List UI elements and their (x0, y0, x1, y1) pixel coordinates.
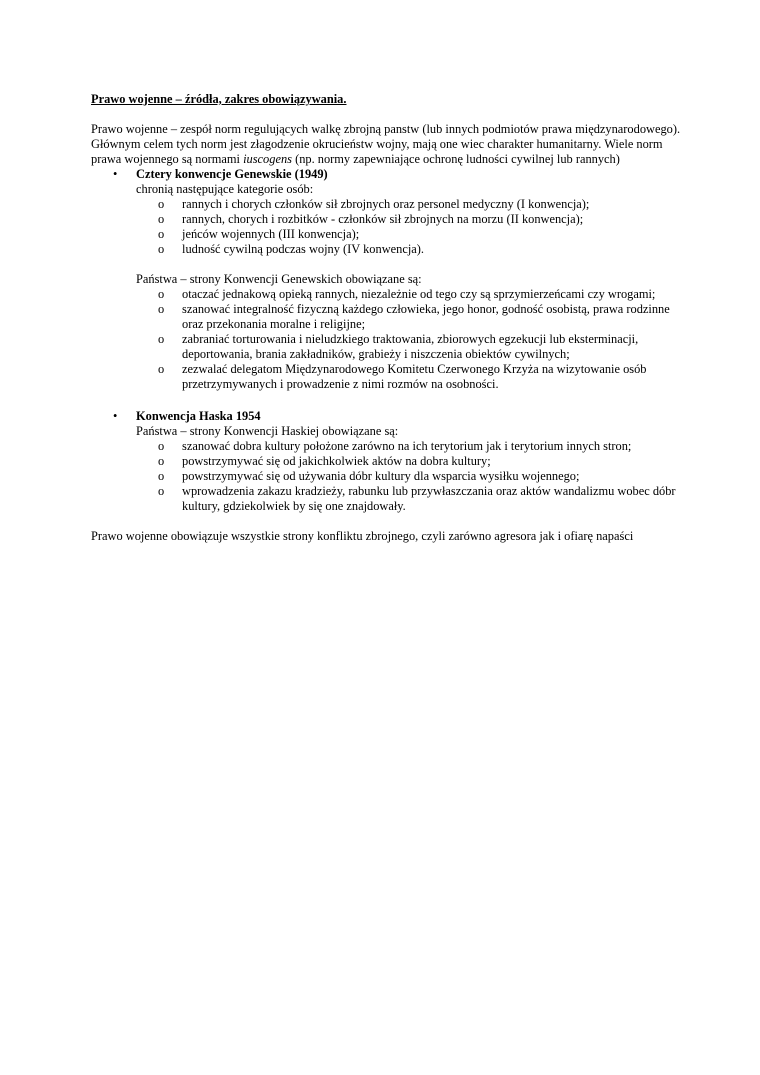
circle-marker: o (158, 287, 165, 301)
bullet-marker: • (113, 409, 118, 423)
list-item-text: szanować dobra kultury położone zarówno na ich terytorium jak i terytorium innych stron; (182, 439, 632, 453)
list-item (91, 227, 681, 242)
geneva-subheading: chronią następujące kategorie osób: (136, 182, 314, 196)
circle-marker: o (158, 439, 165, 453)
list-item-text: ludność cywilną podczas wojny (IV konwencja). (182, 242, 425, 256)
hague-heading: Konwencja Haska 1954 (136, 409, 261, 423)
circle-marker: o (158, 212, 165, 226)
list-item-text: zezwalać delegatom Międzynarodowego Komitetu Czerwonego Krzyża na wizytowanie osób przetrzymywanych i prowadzenie z nimi rozmów na osobności. (182, 362, 647, 391)
circle-marker: o (158, 469, 165, 483)
circle-marker: o (158, 242, 165, 256)
geneva-heading: Cztery konwencje Genewskie (1949) (136, 167, 328, 181)
geneva-section (91, 167, 681, 182)
circle-marker: o (158, 484, 165, 498)
intro-text-1: Prawo wojenne – zespół norm regulujących walkę zbrojną panstw (lub innych podmiotów prawa międzynarodowego). Głównym celem tych norm jest złagodzenie okrucieństw wojny, mają one wiec charakter humanitarny. Wiele norm prawa wojennego są normami (91, 122, 681, 166)
list-item (91, 439, 681, 454)
bullet-marker: • (113, 167, 118, 181)
intro-text-2: (np. normy zapewniające ochronę ludności cywilnej lub rannych) (291, 152, 620, 166)
list-item (91, 302, 681, 332)
list-item (91, 484, 681, 514)
list-item (91, 212, 681, 227)
list-item-text: szanować integralność fizyczną każdego człowieka, jego honor, godność osobistą, prawa rodzinne oraz przekonania moralne i religijne; (182, 302, 670, 331)
list-item-text: rannych i chorych członków sił zbrojnych oraz personel medyczny (I konwencja); (182, 197, 590, 211)
list-item-text: otaczać jednakową opieką rannych, niezależnie od tego czy są sprzymierzeńcami czy wrogami; (182, 287, 656, 301)
list-item-text: jeńców wojennych (III konwencja); (182, 227, 360, 241)
closing-paragraph: Prawo wojenne obowiązuje wszystkie strony konfliktu zbrojnego, czyli zarówno agresora jak i ofiarę napaści (91, 529, 634, 543)
intro-paragraph (91, 122, 681, 167)
circle-marker: o (158, 227, 165, 241)
list-item (91, 332, 681, 362)
list-item (91, 469, 681, 484)
document-title: Prawo wojenne – źródła, zakres obowiązywania. (91, 92, 347, 106)
list-item-text: powstrzymywać się od jakichkolwiek aktów na dobra kultury; (182, 454, 491, 468)
list-item (91, 287, 681, 302)
spacer (91, 392, 681, 409)
hague-obligations-intro: Państwa – strony Konwencji Haskiej obowiązane są: (136, 424, 399, 438)
list-item-text: rannych, chorych i rozbitków - członków sił zbrojnych na morzu (II konwencja); (182, 212, 584, 226)
circle-marker: o (158, 197, 165, 211)
document-body (91, 92, 681, 544)
intro-term: iuscogens (243, 152, 292, 166)
list-item (91, 242, 681, 257)
list-item-text: wprowadzenia zakazu kradzieży, rabunku lub przywłaszczania oraz aktów wandalizmu wobec dóbr kultury, gdziekolwiek by się one znajdowały. (182, 484, 676, 513)
circle-marker: o (158, 332, 165, 346)
spacer (91, 514, 681, 529)
list-item (91, 454, 681, 469)
geneva-obligations-intro: Państwa – strony Konwencji Genewskich obowiązane są: (136, 272, 422, 286)
circle-marker: o (158, 362, 165, 376)
circle-marker: o (158, 302, 165, 316)
hague-section (91, 409, 681, 424)
list-item-text: zabraniać torturowania i nieludzkiego traktowania, zbiorowych egzekucji lub eksterminacji, deportowania, brania zakładników, grabieży i niszczenia obiektów cywilnych; (182, 332, 639, 361)
list-item (91, 362, 681, 392)
spacer (91, 257, 681, 272)
circle-marker: o (158, 454, 165, 468)
list-item (91, 197, 681, 212)
list-item-text: powstrzymywać się od używania dóbr kultury dla wsparcia wysiłku wojennego; (182, 469, 580, 483)
